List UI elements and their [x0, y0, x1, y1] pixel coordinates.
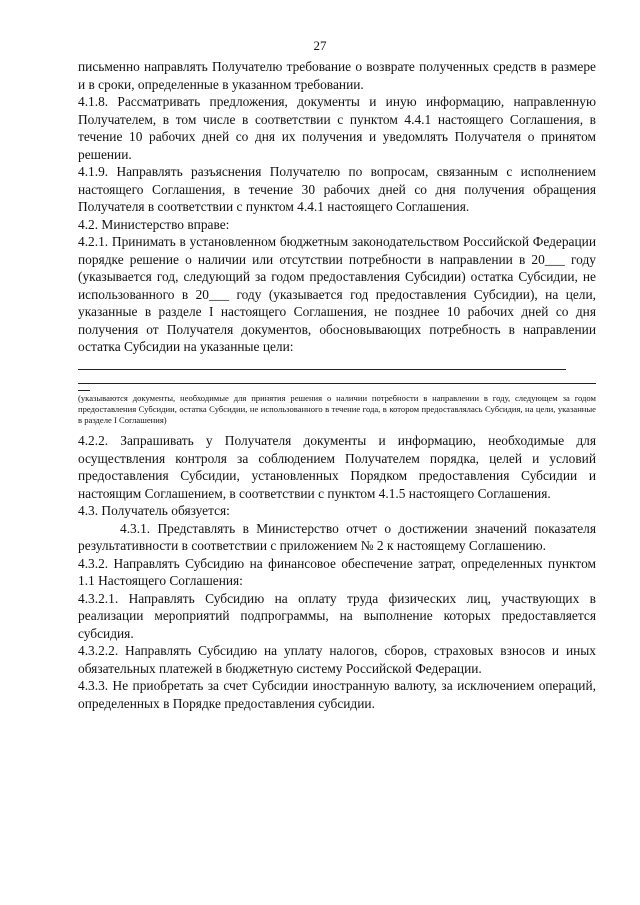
paragraph-4-3-2-1: 4.3.2.1. Направлять Субсидию на оплату труда физических лиц, участвующих в реализации мероприятий подпрограммы, на выполнение которых предоставляется субсидия. [78, 590, 596, 641]
document-body [78, 58, 596, 712]
paragraph-4-1-9: 4.1.9. Направлять разъяснения Получателю по вопросам, связанным с исполнением настоящего Соглашения, в течение 30 рабочих дней со дня получения обращения Получателя в соответствии с пунктом 4.4.1 настоящего Соглашения. [78, 164, 596, 214]
paragraph-4-3-3: 4.3.3. Не приобретать за счет Субсидии иностранную валюту, за исключением операций, определенных в Порядке предоставления субсидии. [78, 678, 596, 711]
blank-line-3 [78, 384, 90, 391]
paragraph-continuation: письменно направлять Получателю требование о возврате полученных средств в размере и в сроки, определенные в указанном требовании. [78, 59, 596, 92]
paragraph-4-3: 4.3. Получатель обязуется: [78, 503, 230, 519]
paragraph-4-3-2: 4.3.2. Направлять Субсидию на финансовое обеспечение затрат, определенных пунктом 1.1 Настоящего Соглашения: [78, 555, 596, 589]
paragraph-4-2-1: 4.2.1. Принимать в установленном бюджетным законодательством Российской Федерации порядке решение о наличии или отсутствии потребности в направлении в 20___ году (указывается год, следующий за годом предоставления Субсидии) остатка Субсидии, не использованного в 20___ году (указывается год предоставления Субсидии), на цели, указанные в разделе I настоящего Соглашения, не позднее 10 рабочих дней со дня получения от Получателя документов, обосновывающих потребность в направлении остатка Субсидии на указанные цели: [78, 234, 596, 354]
blank-line-1 [78, 356, 566, 370]
blank-line-2 [78, 370, 596, 384]
page-number: 27 [313, 38, 327, 53]
paragraph-4-1-8: 4.1.8. Рассматривать предложения, документы и иную информацию, направленную Получателем, в том числе в соответствии с пунктом 4.4.1 настоящего Соглашения, в течение 10 рабочих дней со дня их получения и уведомлять Получателя о принятом решении. [78, 94, 596, 162]
footnote-instructions: (указываются документы, необходимые для принятия решения о наличии потребности в направлении в году, следующем за годом предоставления Субсидии, остатка Субсидии, не использованного в течение года, в котором предоставлялась Субсидия, на цели, указанные в разделе I Соглашения) [78, 392, 596, 426]
paragraph-4-3-2-2: 4.3.2.2. Направлять Субсидию на уплату налогов, сборов, страховых взносов и иных обязательных платежей в бюджетную систему Российской Федерации. [78, 643, 596, 676]
paragraph-4-3-1: 4.3.1. Представлять в Министерство отчет о достижении значений показателя результативности в соответствии с приложением № 2 к настоящему Соглашению. [78, 520, 596, 554]
paragraph-4-2-2: 4.2.2. Запрашивать у Получателя документы и информацию, необходимые для осуществления контроля за соблюдением Получателем порядка, целей и условий предоставления Субсидии, установленных Порядком предоставления Субсидии и настоящим Соглашением, в соответствии с пунктом 4.1.5 настоящего Соглашения. [78, 433, 596, 501]
paragraph-4-2: 4.2. Министерство вправе: [78, 216, 230, 232]
